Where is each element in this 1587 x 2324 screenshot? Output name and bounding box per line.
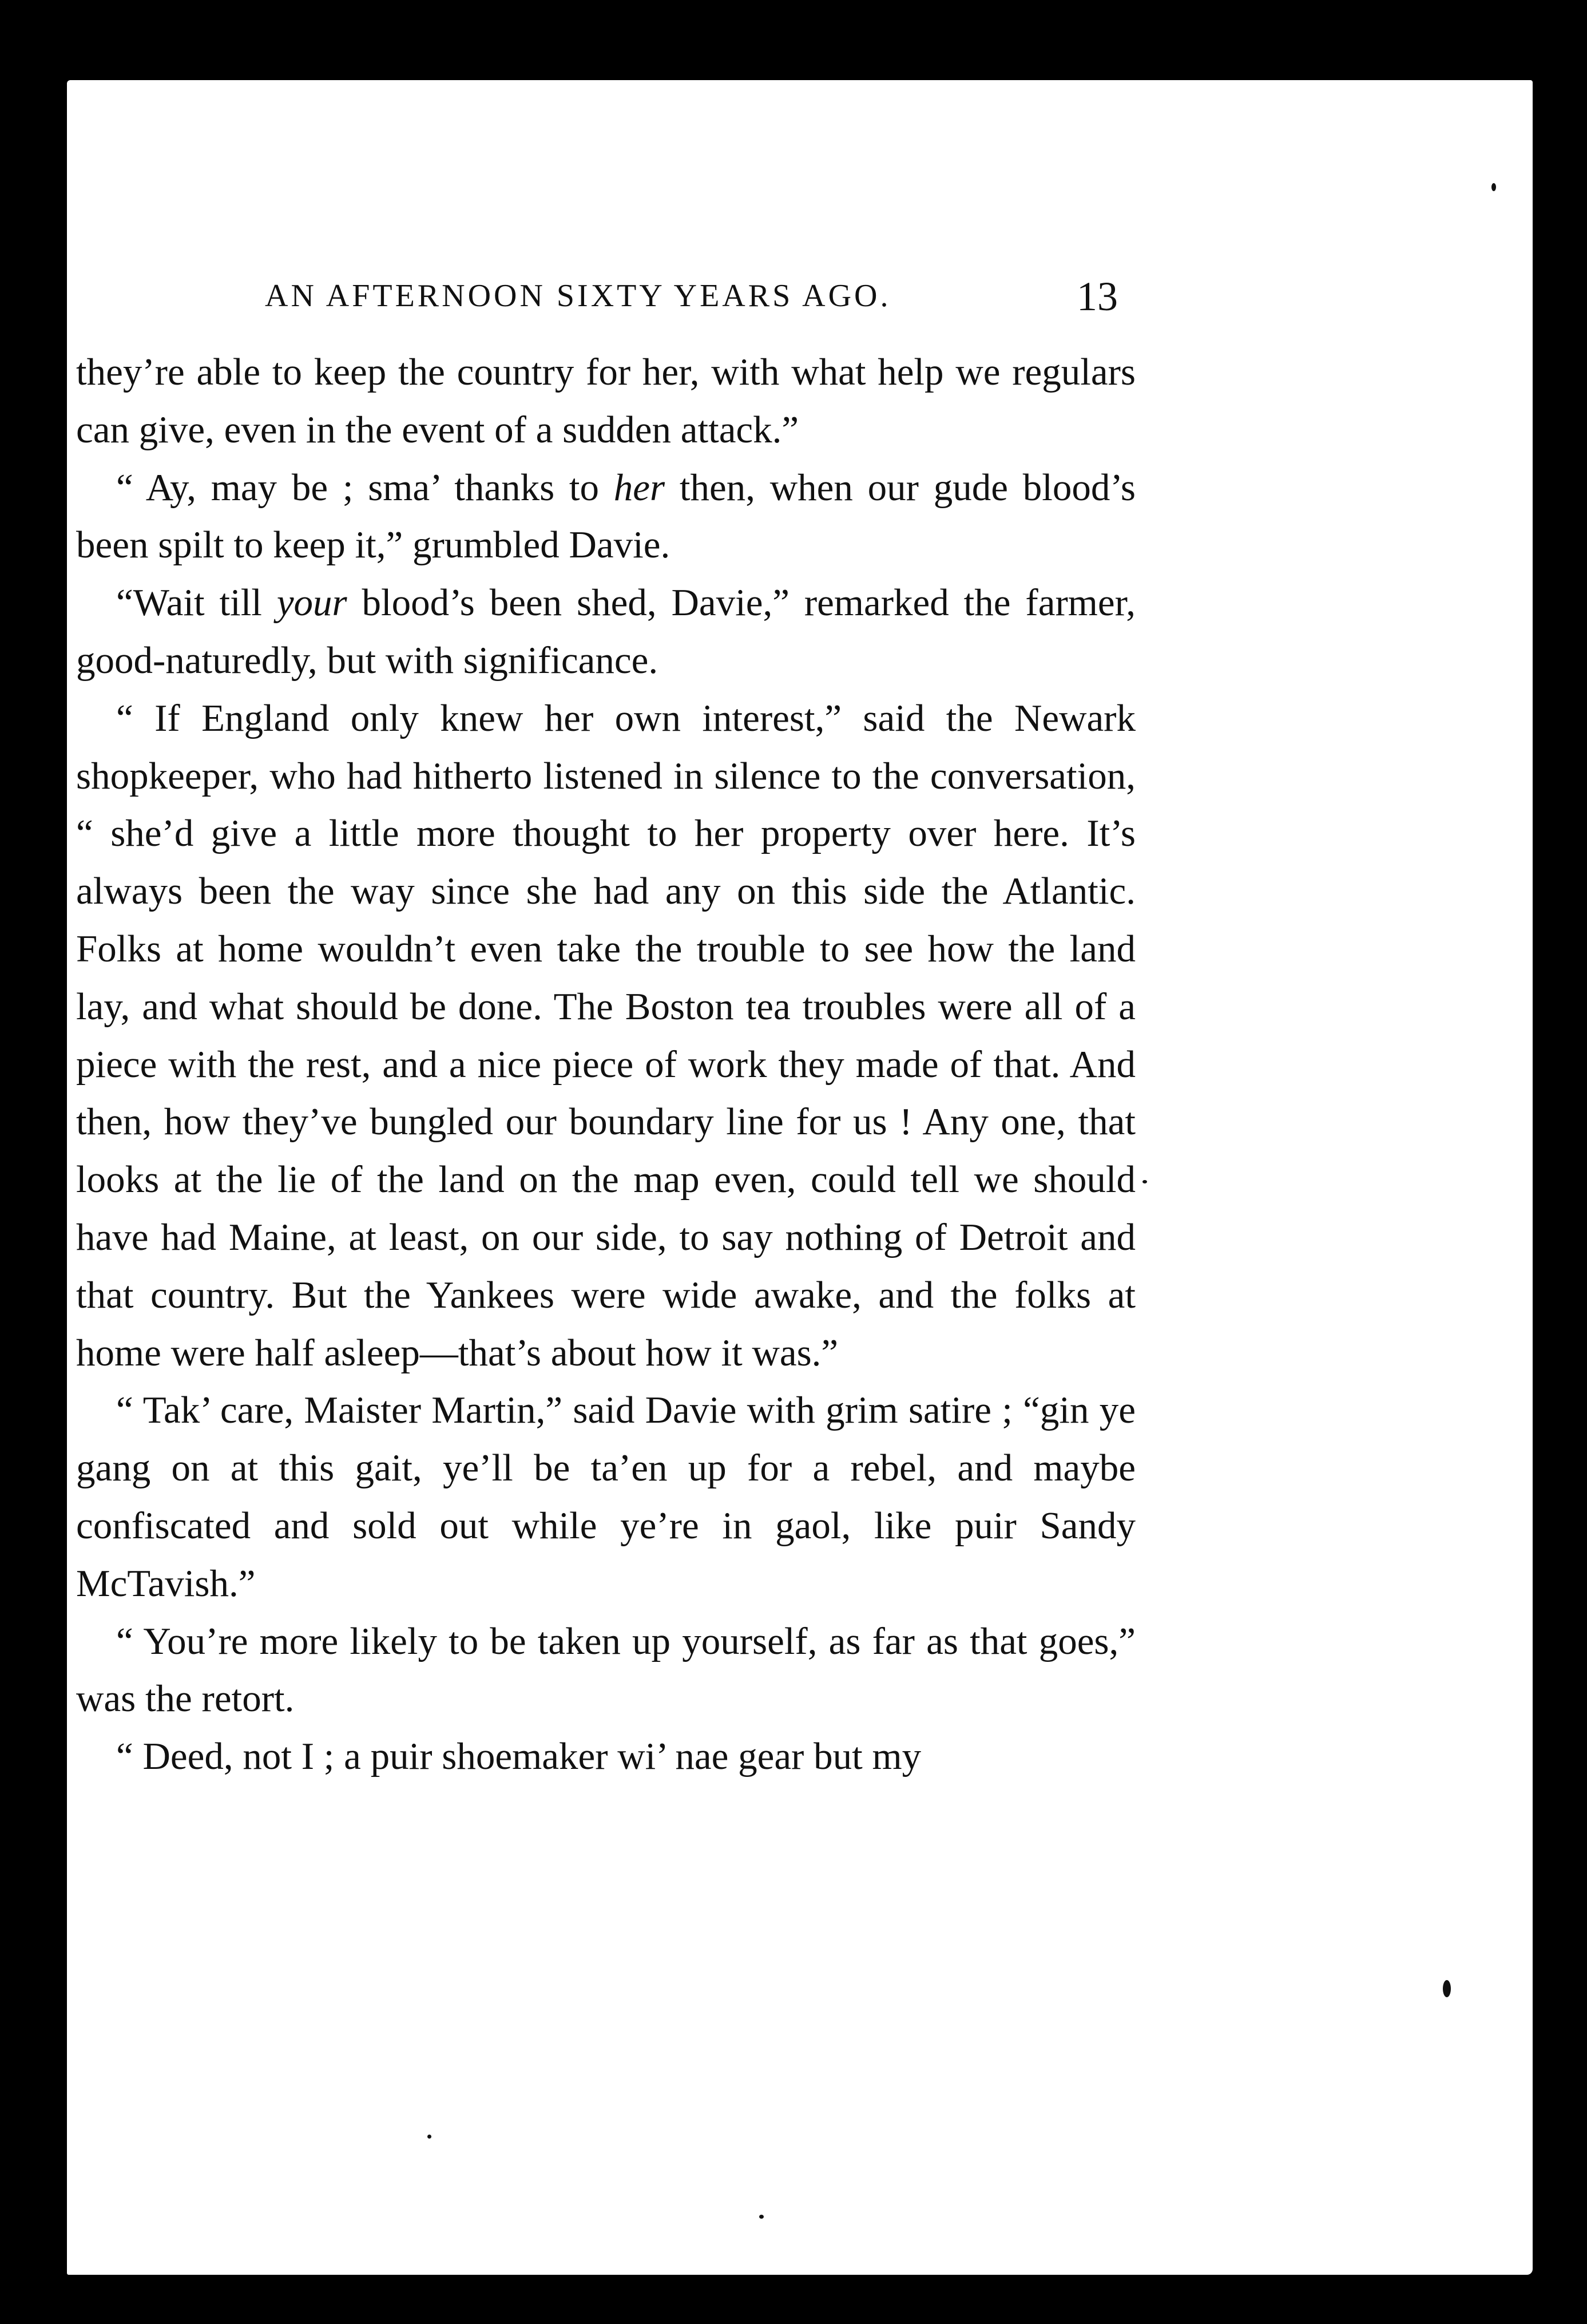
page-header — [67, 274, 1533, 329]
ink-speck — [1443, 1980, 1451, 1997]
paragraph — [76, 1613, 1136, 1728]
body-text — [76, 343, 1136, 1785]
ink-speck — [1491, 183, 1496, 191]
running-title: AN AFTERNOON SIXTY YEARS AGO. — [265, 278, 891, 314]
text-run: they’re able to keep the country for her, with what help we regulars can give, even in the event of a sudden attack.” — [76, 351, 1136, 451]
paragraph — [76, 690, 1136, 1382]
ink-speck — [1142, 1180, 1147, 1183]
text-run: “ Tak’ care, Maister Martin,” said Davie with grim satire ; “gin ye gang on at this gait, ye’ll be ta’en up for a rebel, and maybe confiscated and sold out while ye’re in gaol, like puir Sandy McTavish.” — [76, 1389, 1136, 1605]
book-page — [67, 80, 1533, 2275]
page-number: 13 — [1077, 274, 1118, 319]
paragraph — [76, 343, 1136, 459]
text-run: “ Deed, not I ; a puir shoemaker wi’ nae gear but my — [116, 1735, 922, 1778]
paragraph — [76, 459, 1136, 575]
italic-word: her — [613, 466, 665, 509]
paragraph — [76, 1381, 1136, 1612]
ink-speck — [759, 2215, 764, 2219]
text-run: “Wait till — [116, 581, 277, 624]
text-run: “ Ay, may be ; sma’ thanks to — [116, 466, 614, 509]
paragraph — [76, 574, 1136, 690]
text-run: “ If England only knew her own interest,” said the Newark shopkeeper, who had hitherto listened in silence to the conversation, “ she’d give a little more thought to her property over here. It’s always been the way since she had any on this side the Atlantic. Folks at home wouldn’t even take the trouble to see how the land lay, and what should be done. The Boston tea troubles were all of a piece with the rest, and a nice piece of work they made of that. And then, how they’ve bungled our boundary line for us ! Any one, that looks at the lie of the land on the map even, could tell we should have had Maine, at least, on our side, to say nothing of Detroit and that country. But the Yankees were wide awake, and the folks at home were half asleep—that’s about how it was.” — [76, 696, 1136, 1374]
paragraph — [76, 1728, 1136, 1785]
italic-word: your — [276, 581, 347, 624]
text-run: blood’s been shed, Davie,” remarked the farmer, good-naturedly, but with significance. — [76, 581, 1136, 682]
text-run: then, when our gude blood’s been spilt to keep it,” grumbled Davie. — [76, 466, 1136, 567]
text-run: “ You’re more likely to be taken up yourself, as far as that goes,” was the retort. — [76, 1620, 1136, 1720]
ink-speck — [427, 2135, 431, 2139]
